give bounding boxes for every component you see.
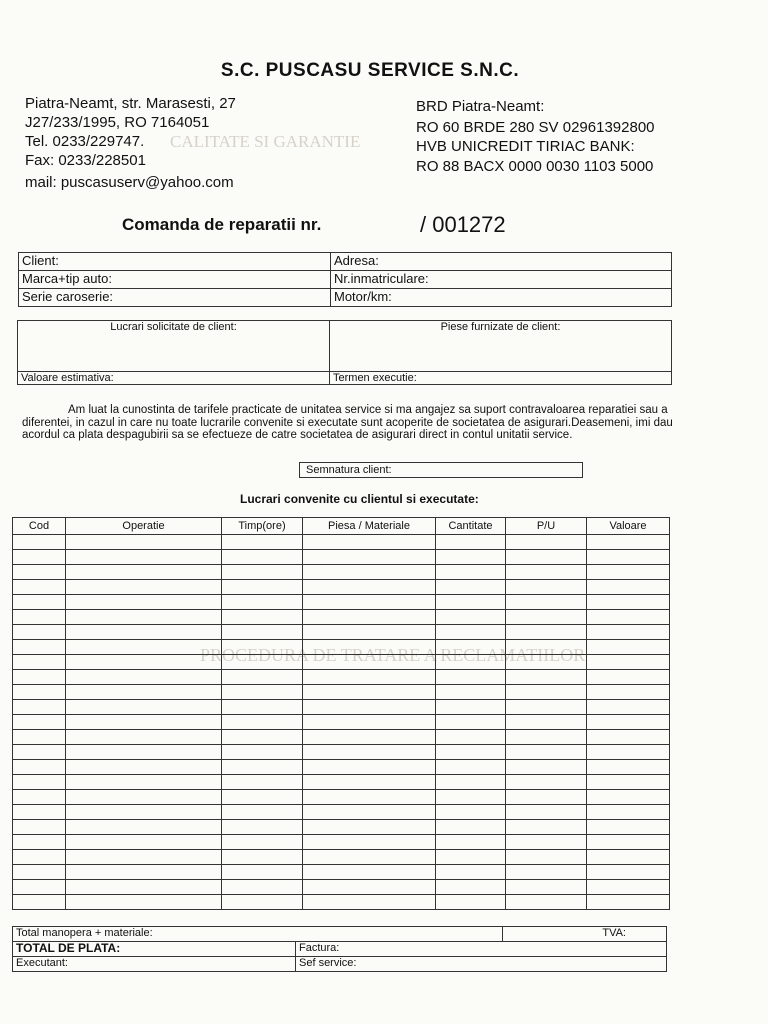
table-cell[interactable] [436, 610, 506, 625]
table-cell[interactable] [222, 580, 303, 595]
table-cell[interactable] [506, 685, 587, 700]
client-field[interactable]: Client: [19, 253, 331, 271]
table-cell[interactable] [66, 610, 222, 625]
table-cell[interactable] [66, 850, 222, 865]
table-cell[interactable] [303, 895, 436, 910]
col-header-pu: P/U [506, 518, 587, 535]
table-row [13, 655, 670, 670]
table-cell[interactable] [506, 550, 587, 565]
table-cell[interactable] [66, 715, 222, 730]
bleed-through-text: CALITATE SI GARANTIE [170, 132, 361, 151]
table-cell[interactable] [303, 880, 436, 895]
table-row [13, 850, 670, 865]
table-cell[interactable] [13, 805, 66, 820]
table-cell[interactable] [436, 655, 506, 670]
table-cell[interactable] [436, 700, 506, 715]
service-head-field[interactable]: Sef service: [296, 957, 667, 972]
table-row [13, 790, 670, 805]
table-row [13, 625, 670, 640]
table-cell[interactable] [222, 835, 303, 850]
table-cell[interactable] [506, 895, 587, 910]
table-row [13, 895, 670, 910]
table-cell[interactable] [222, 820, 303, 835]
table-cell[interactable] [66, 655, 222, 670]
table-row [13, 640, 670, 655]
bank-1-account: RO 60 BRDE 280 SV 02961392800 [416, 119, 655, 136]
table-row [13, 880, 670, 895]
table-cell[interactable] [587, 730, 670, 745]
table-cell[interactable] [66, 820, 222, 835]
table-cell[interactable] [436, 880, 506, 895]
engine-km-field[interactable]: Motor/km: [331, 289, 672, 307]
company-email: mail: puscasuserv@yahoo.com [25, 174, 234, 191]
table-cell[interactable] [66, 535, 222, 550]
table-cell[interactable] [222, 610, 303, 625]
table-row [13, 595, 670, 610]
table-cell[interactable] [303, 595, 436, 610]
table-cell[interactable] [506, 625, 587, 640]
table-cell[interactable] [13, 745, 66, 760]
table-cell[interactable] [587, 580, 670, 595]
table-cell[interactable] [506, 835, 587, 850]
table-cell[interactable] [436, 850, 506, 865]
table-cell[interactable] [436, 820, 506, 835]
table-row [13, 580, 670, 595]
table-cell[interactable] [222, 715, 303, 730]
table-row [13, 805, 670, 820]
table-cell[interactable] [13, 655, 66, 670]
table-row [13, 775, 670, 790]
table-cell[interactable] [303, 730, 436, 745]
make-model-field[interactable]: Marca+tip auto: [19, 271, 331, 289]
table-cell[interactable] [436, 745, 506, 760]
table-cell[interactable] [587, 760, 670, 775]
col-header-cod: Cod [13, 518, 66, 535]
table-cell[interactable] [13, 640, 66, 655]
table-cell[interactable] [587, 595, 670, 610]
totals-table [12, 926, 667, 972]
table-cell[interactable] [436, 730, 506, 745]
table-cell[interactable] [587, 715, 670, 730]
table-cell[interactable] [587, 625, 670, 640]
table-cell[interactable] [506, 775, 587, 790]
table-cell[interactable] [587, 790, 670, 805]
parts-supplied-field[interactable]: Piese furnizate de client: [330, 321, 672, 372]
table-cell[interactable] [66, 640, 222, 655]
table-cell[interactable] [436, 790, 506, 805]
table-cell[interactable] [506, 820, 587, 835]
table-cell[interactable] [303, 625, 436, 640]
table-cell[interactable] [13, 865, 66, 880]
table-cell[interactable] [436, 760, 506, 775]
table-cell[interactable] [506, 715, 587, 730]
table-cell[interactable] [222, 805, 303, 820]
table-cell[interactable] [66, 745, 222, 760]
table-cell[interactable] [506, 640, 587, 655]
table-cell[interactable] [436, 595, 506, 610]
table-cell[interactable] [66, 730, 222, 745]
table-cell[interactable] [66, 670, 222, 685]
table-cell[interactable] [13, 820, 66, 835]
company-registration: J27/233/1995, RO 7164051 [25, 114, 210, 131]
table-cell[interactable] [222, 700, 303, 715]
order-number: / 001272 [420, 212, 506, 237]
table-cell[interactable] [303, 715, 436, 730]
agreement-text: Am luat la cunostinta de tarifele practicate de unitatea service si ma angajez sa suport contravaloarea reparatiei sau a diferentei, in cazul in care nu toate lucrarile convenite si executate sunt acoperite de societatea de asigurari.Deasemeni, imi dau acordul ca plata despagubirii sa se efectueze de catre societatea de asigurari direct in contul unitatii service. [22, 404, 673, 441]
table-cell[interactable] [66, 700, 222, 715]
table-cell[interactable] [66, 580, 222, 595]
table-cell[interactable] [436, 625, 506, 640]
registration-number-field[interactable]: Nr.inmatriculare: [331, 271, 672, 289]
table-cell[interactable] [587, 820, 670, 835]
table-cell[interactable] [587, 895, 670, 910]
table-cell[interactable] [303, 535, 436, 550]
table-cell[interactable] [506, 745, 587, 760]
table-cell[interactable] [506, 670, 587, 685]
table-cell[interactable] [303, 820, 436, 835]
vat-field[interactable]: TVA: [503, 927, 667, 942]
table-cell[interactable] [13, 790, 66, 805]
table-cell[interactable] [436, 640, 506, 655]
invoice-field[interactable]: Factura: [296, 942, 667, 957]
table-cell[interactable] [222, 790, 303, 805]
table-cell[interactable] [222, 850, 303, 865]
table-cell[interactable] [436, 535, 506, 550]
table-cell[interactable] [13, 565, 66, 580]
executant-field[interactable]: Executant: [13, 957, 296, 972]
table-cell[interactable] [587, 670, 670, 685]
col-header-operatie: Operatie [66, 518, 222, 535]
table-cell[interactable] [222, 775, 303, 790]
table-row [13, 760, 670, 775]
table-cell[interactable] [13, 715, 66, 730]
table-cell[interactable] [13, 895, 66, 910]
table-cell[interactable] [587, 700, 670, 715]
table-cell[interactable] [66, 835, 222, 850]
table-cell[interactable] [13, 730, 66, 745]
table-cell[interactable] [13, 685, 66, 700]
table-cell[interactable] [13, 835, 66, 850]
table-cell[interactable] [587, 880, 670, 895]
table-row [13, 565, 670, 580]
table-cell[interactable] [66, 595, 222, 610]
works-table-header [13, 518, 670, 535]
table-cell[interactable] [506, 850, 587, 865]
table-cell[interactable] [66, 895, 222, 910]
table-cell[interactable] [436, 580, 506, 595]
table-cell[interactable] [222, 745, 303, 760]
table-row [13, 865, 670, 880]
table-row [13, 715, 670, 730]
table-cell[interactable] [303, 655, 436, 670]
table-cell[interactable] [436, 775, 506, 790]
table-cell[interactable] [303, 805, 436, 820]
table-cell[interactable] [587, 775, 670, 790]
table-cell[interactable] [506, 730, 587, 745]
table-cell[interactable] [506, 880, 587, 895]
table-cell[interactable] [66, 685, 222, 700]
order-title: Comanda de reparatii nr. [122, 215, 322, 234]
table-cell[interactable] [587, 805, 670, 820]
table-cell[interactable] [222, 595, 303, 610]
table-cell[interactable] [436, 550, 506, 565]
table-cell[interactable] [222, 655, 303, 670]
total-labor-materials-field[interactable]: Total manopera + materiale: [13, 927, 503, 942]
table-cell[interactable] [587, 565, 670, 580]
table-cell[interactable] [506, 565, 587, 580]
table-cell[interactable] [222, 685, 303, 700]
table-cell[interactable] [436, 895, 506, 910]
address-field[interactable]: Adresa: [331, 253, 672, 271]
table-cell[interactable] [66, 790, 222, 805]
table-cell[interactable] [66, 805, 222, 820]
table-cell[interactable] [13, 550, 66, 565]
table-cell[interactable] [66, 760, 222, 775]
table-cell[interactable] [13, 700, 66, 715]
table-row [13, 745, 670, 760]
table-cell[interactable] [13, 670, 66, 685]
total-payable-field[interactable]: TOTAL DE PLATA: [13, 942, 296, 957]
table-cell[interactable] [13, 610, 66, 625]
table-row [13, 820, 670, 835]
table-cell[interactable] [436, 565, 506, 580]
table-cell[interactable] [222, 550, 303, 565]
table-cell[interactable] [587, 535, 670, 550]
table-cell[interactable] [506, 760, 587, 775]
table-cell[interactable] [222, 625, 303, 640]
table-row [13, 835, 670, 850]
table-cell[interactable] [303, 775, 436, 790]
table-cell[interactable] [587, 745, 670, 760]
table-cell[interactable] [13, 760, 66, 775]
table-cell[interactable] [222, 670, 303, 685]
table-cell[interactable] [222, 730, 303, 745]
table-cell[interactable] [506, 595, 587, 610]
table-cell[interactable] [66, 625, 222, 640]
company-phone: Tel. 0233/229747. [25, 133, 145, 150]
table-cell[interactable] [66, 565, 222, 580]
table-cell[interactable] [303, 760, 436, 775]
table-cell[interactable] [506, 700, 587, 715]
table-cell[interactable] [303, 550, 436, 565]
company-fax: Fax: 0233/228501 [25, 152, 146, 169]
table-row [13, 535, 670, 550]
company-name: S.C. PUSCASU SERVICE S.N.C. [220, 60, 520, 81]
table-cell[interactable] [13, 850, 66, 865]
table-cell[interactable] [587, 550, 670, 565]
table-cell[interactable] [303, 580, 436, 595]
table-cell[interactable] [506, 535, 587, 550]
col-header-cantitate: Cantitate [436, 518, 506, 535]
bank-2-account: RO 88 BACX 0000 0030 1103 5000 [416, 158, 654, 175]
table-cell[interactable] [303, 700, 436, 715]
table-cell[interactable] [436, 835, 506, 850]
client-info-table [18, 252, 672, 307]
table-row [13, 610, 670, 625]
table-row [13, 700, 670, 715]
table-cell[interactable] [222, 865, 303, 880]
table-cell[interactable] [13, 580, 66, 595]
table-cell[interactable] [436, 715, 506, 730]
table-cell[interactable] [303, 865, 436, 880]
table-cell[interactable] [303, 790, 436, 805]
table-cell[interactable] [66, 880, 222, 895]
table-cell[interactable] [587, 850, 670, 865]
table-cell[interactable] [222, 895, 303, 910]
col-header-timp: Timp(ore) [222, 518, 303, 535]
table-cell[interactable] [436, 685, 506, 700]
table-cell[interactable] [303, 850, 436, 865]
table-cell[interactable] [303, 745, 436, 760]
table-cell[interactable] [66, 865, 222, 880]
table-cell[interactable] [587, 835, 670, 850]
col-header-piesa: Piesa / Materiale [303, 518, 436, 535]
table-cell[interactable] [587, 610, 670, 625]
table-cell[interactable] [303, 835, 436, 850]
table-cell[interactable] [436, 805, 506, 820]
table-cell[interactable] [13, 775, 66, 790]
table-cell[interactable] [303, 640, 436, 655]
table-cell[interactable] [506, 805, 587, 820]
vin-field[interactable]: Serie caroserie: [19, 289, 331, 307]
table-cell[interactable] [436, 670, 506, 685]
table-cell[interactable] [222, 535, 303, 550]
table-cell[interactable] [13, 880, 66, 895]
table-cell[interactable] [587, 640, 670, 655]
table-cell[interactable] [66, 550, 222, 565]
works-requested-field[interactable]: Lucrari solicitate de client: [18, 321, 330, 372]
deadline-field[interactable]: Termen executie: [330, 372, 672, 385]
table-cell[interactable] [506, 610, 587, 625]
table-cell[interactable] [303, 610, 436, 625]
bank-2-name: HVB UNICREDIT TIRIAC BANK: [416, 138, 635, 155]
table-cell[interactable] [66, 775, 222, 790]
table-cell[interactable] [506, 790, 587, 805]
table-cell[interactable] [587, 865, 670, 880]
works-table-title: Lucrari convenite cu clientul si executate: [240, 492, 479, 506]
company-address: Piatra-Neamt, str. Marasesti, 27 [25, 95, 236, 112]
table-row [13, 730, 670, 745]
table-cell[interactable] [13, 595, 66, 610]
table-cell[interactable] [506, 655, 587, 670]
table-cell[interactable] [587, 685, 670, 700]
table-cell[interactable] [506, 865, 587, 880]
table-row [13, 550, 670, 565]
table-row [13, 685, 670, 700]
works-table [12, 517, 670, 910]
estimated-value-field[interactable]: Valoare estimativa: [18, 372, 330, 385]
col-header-valoare: Valoare [587, 518, 670, 535]
table-row [13, 670, 670, 685]
table-cell[interactable] [436, 865, 506, 880]
table-cell[interactable] [222, 640, 303, 655]
table-cell[interactable] [13, 625, 66, 640]
table-cell[interactable] [222, 880, 303, 895]
table-cell[interactable] [506, 580, 587, 595]
table-cell[interactable] [13, 535, 66, 550]
table-cell[interactable] [222, 565, 303, 580]
table-cell[interactable] [303, 565, 436, 580]
table-cell[interactable] [222, 760, 303, 775]
requests-table [17, 320, 672, 385]
table-cell[interactable] [303, 685, 436, 700]
table-cell[interactable] [587, 655, 670, 670]
client-signature-field[interactable]: Semnatura client: [299, 462, 583, 478]
bank-1-name: BRD Piatra-Neamt: [416, 98, 545, 115]
bleed-through-text: PROCEDURA DE TRATARE A RECLAMATIILOR [200, 645, 586, 665]
table-cell[interactable] [303, 670, 436, 685]
